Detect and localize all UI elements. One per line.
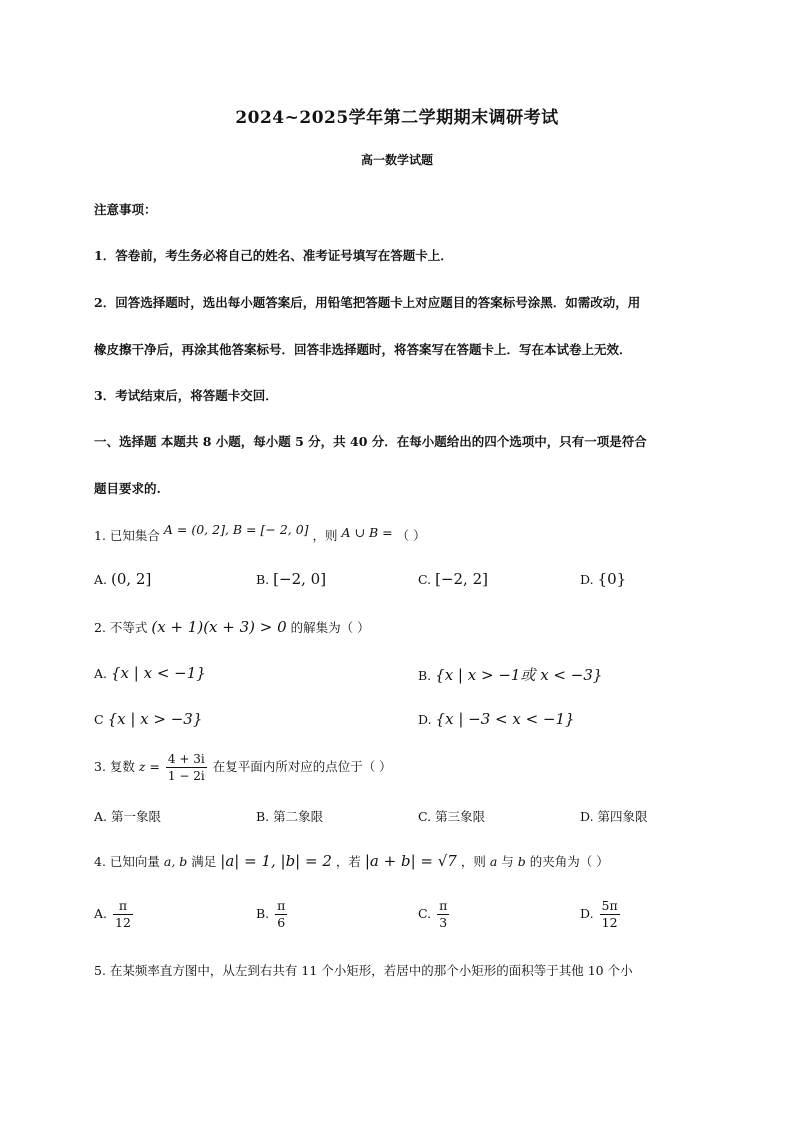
q4-option-a-label: A. [94, 906, 108, 921]
question-4-condition-2: |a + b| = √7 [364, 852, 457, 870]
q1-option-d-label: D. [580, 572, 594, 587]
q1-option-d-text: {0} [597, 570, 627, 588]
q4-option-b [256, 898, 289, 931]
q1-option-b [256, 570, 326, 588]
q3-option-a-text: 第一象限 [111, 809, 162, 824]
q4-option-d-label: D. [580, 906, 594, 921]
question-2 [94, 618, 370, 636]
q2-option-c-text: {x | x > −3} [107, 710, 203, 728]
q4-option-b-fraction [275, 898, 287, 931]
q2-option-d [418, 710, 575, 728]
question-2-math: (x + 1)(x + 3) > 0 [151, 618, 287, 636]
q1-option-a-label: A. [94, 572, 108, 587]
q3-option-a [94, 807, 161, 825]
section-heading: 一、选择题 本题共 8 小题，每小题 5 分，共 40 分．在每小题给出的四个选项中，只有一项是符合 [94, 434, 647, 449]
question-3 [94, 751, 392, 784]
q4-option-b-denominator: 6 [277, 915, 286, 930]
question-1-suffix: ，则 [312, 528, 338, 543]
q1-option-c-text: [−2, 2] [435, 570, 488, 588]
q3-option-a-label: A. [94, 809, 108, 824]
question-3-numerator: 4 + 3i [167, 752, 205, 766]
q2-option-a-label: A. [94, 666, 108, 681]
q2-option-d-text: {x | −3 < x < −1} [435, 710, 575, 728]
question-1-prefix: 1. 已知集合 [94, 528, 160, 543]
question-3-prefix: 3. 复数 [94, 759, 135, 774]
question-4-vector-a: a [489, 854, 498, 869]
q3-option-c-label: C. [418, 809, 432, 824]
q1-option-d [580, 570, 626, 588]
q4-option-d-numerator: 5π [601, 898, 618, 913]
question-4-mid2: ，若 [335, 854, 361, 869]
q3-option-c-text: 第三象限 [435, 809, 486, 824]
q3-option-b [256, 807, 323, 825]
question-4-vectors: a, b [163, 854, 188, 869]
notes-heading: 注意事项： [94, 202, 157, 217]
q4-option-a-denominator: 12 [115, 915, 131, 930]
note-item-2-cont: 橡皮擦干净后，再涂其他答案标号．回答非选择题时，将答案写在答题卡上．写在本试卷上无效． [94, 342, 632, 357]
question-3-fraction [166, 751, 207, 784]
q3-option-d-text: 第四象限 [597, 809, 648, 824]
question-3-denominator: 1 − 2i [167, 769, 205, 783]
q4-option-a-fraction [113, 898, 133, 931]
question-1-paren: （ ） [396, 528, 426, 543]
exam-subtitle: 高一数学试题 [360, 153, 433, 167]
question-1 [94, 522, 426, 544]
q2-option-b-text: {x | x > −1或 x < −3} [435, 666, 603, 684]
q4-option-c-fraction [437, 898, 449, 931]
q3-option-b-label: B. [256, 809, 270, 824]
note-item-3: 3．考试结束后，将答题卡交回． [94, 388, 278, 403]
question-5: 5. 在某频率直方图中，从左到右共有 11 个小矩形，若居中的那个小矩形的面积等于其他 10 个小 [94, 963, 633, 978]
question-4-condition-1: |a| = 1, |b| = 2 [220, 852, 332, 870]
question-4 [94, 852, 609, 870]
q4-option-b-label: B. [256, 906, 270, 921]
q3-option-c [418, 807, 485, 825]
section-heading-cont: 题目要求的. [94, 481, 161, 496]
q3-option-d-label: D. [580, 809, 594, 824]
q2-option-d-label: D. [418, 712, 432, 727]
q4-option-c-numerator: π [439, 898, 448, 913]
q3-option-d [580, 807, 648, 825]
q4-option-b-numerator: π [277, 898, 286, 913]
q2-option-a [94, 664, 206, 682]
question-2-prefix: 2. 不等式 [94, 620, 148, 635]
q2-option-c-label: C [94, 712, 104, 727]
q4-option-c [418, 898, 451, 931]
question-4-mid3: ，则 [460, 854, 486, 869]
note-item-2: 2．回答选择题时，选出每小题答案后，用铅笔把答题卡上对应题目的答案标号涂黑．如需改动，用 [94, 295, 641, 310]
question-4-suffix: 的夹角为（ ） [529, 854, 609, 869]
q1-option-b-text: [−2, 0] [273, 570, 327, 588]
q4-option-c-denominator: 3 [439, 915, 448, 930]
q1-option-c-label: C. [418, 572, 432, 587]
q4-option-d-denominator: 12 [601, 915, 618, 930]
q4-option-c-label: C. [418, 906, 432, 921]
q4-option-a [94, 898, 135, 931]
q2-option-a-text: {x | x < −1} [111, 664, 206, 682]
q2-option-b [418, 664, 602, 685]
q1-option-c [418, 570, 488, 588]
question-3-lhs: z = [138, 759, 160, 774]
question-4-mid1: 满足 [191, 854, 217, 869]
question-1-math2: A ∪ B = [341, 525, 393, 540]
question-4-yu: 与 [501, 854, 514, 869]
question-3-suffix: 在复平面内所对应的点位于（ ） [212, 759, 392, 774]
q1-option-a [94, 570, 151, 588]
question-2-suffix: 的解集为（ ） [290, 620, 370, 635]
note-item-1: 1．答卷前，考生务必将自己的姓名、准考证号填写在答题卡上． [94, 248, 453, 263]
question-4-vector-b: b [517, 854, 526, 869]
q3-option-b-text: 第二象限 [273, 809, 324, 824]
q1-option-b-label: B. [256, 572, 270, 587]
question-4-prefix: 4. 已知向量 [94, 854, 160, 869]
q4-option-d-fraction [600, 898, 620, 931]
exam-title: 2024~2025学年第二学期期末调研考试 [235, 108, 559, 128]
q4-option-d [580, 898, 622, 931]
question-1-math: A = (0, 2], B = [− 2, 0] [163, 522, 309, 537]
q1-option-a-text: (0, 2] [111, 570, 152, 588]
q2-option-b-label: B. [418, 668, 432, 683]
q4-option-a-numerator: π [113, 898, 133, 915]
q2-option-c [94, 710, 202, 728]
